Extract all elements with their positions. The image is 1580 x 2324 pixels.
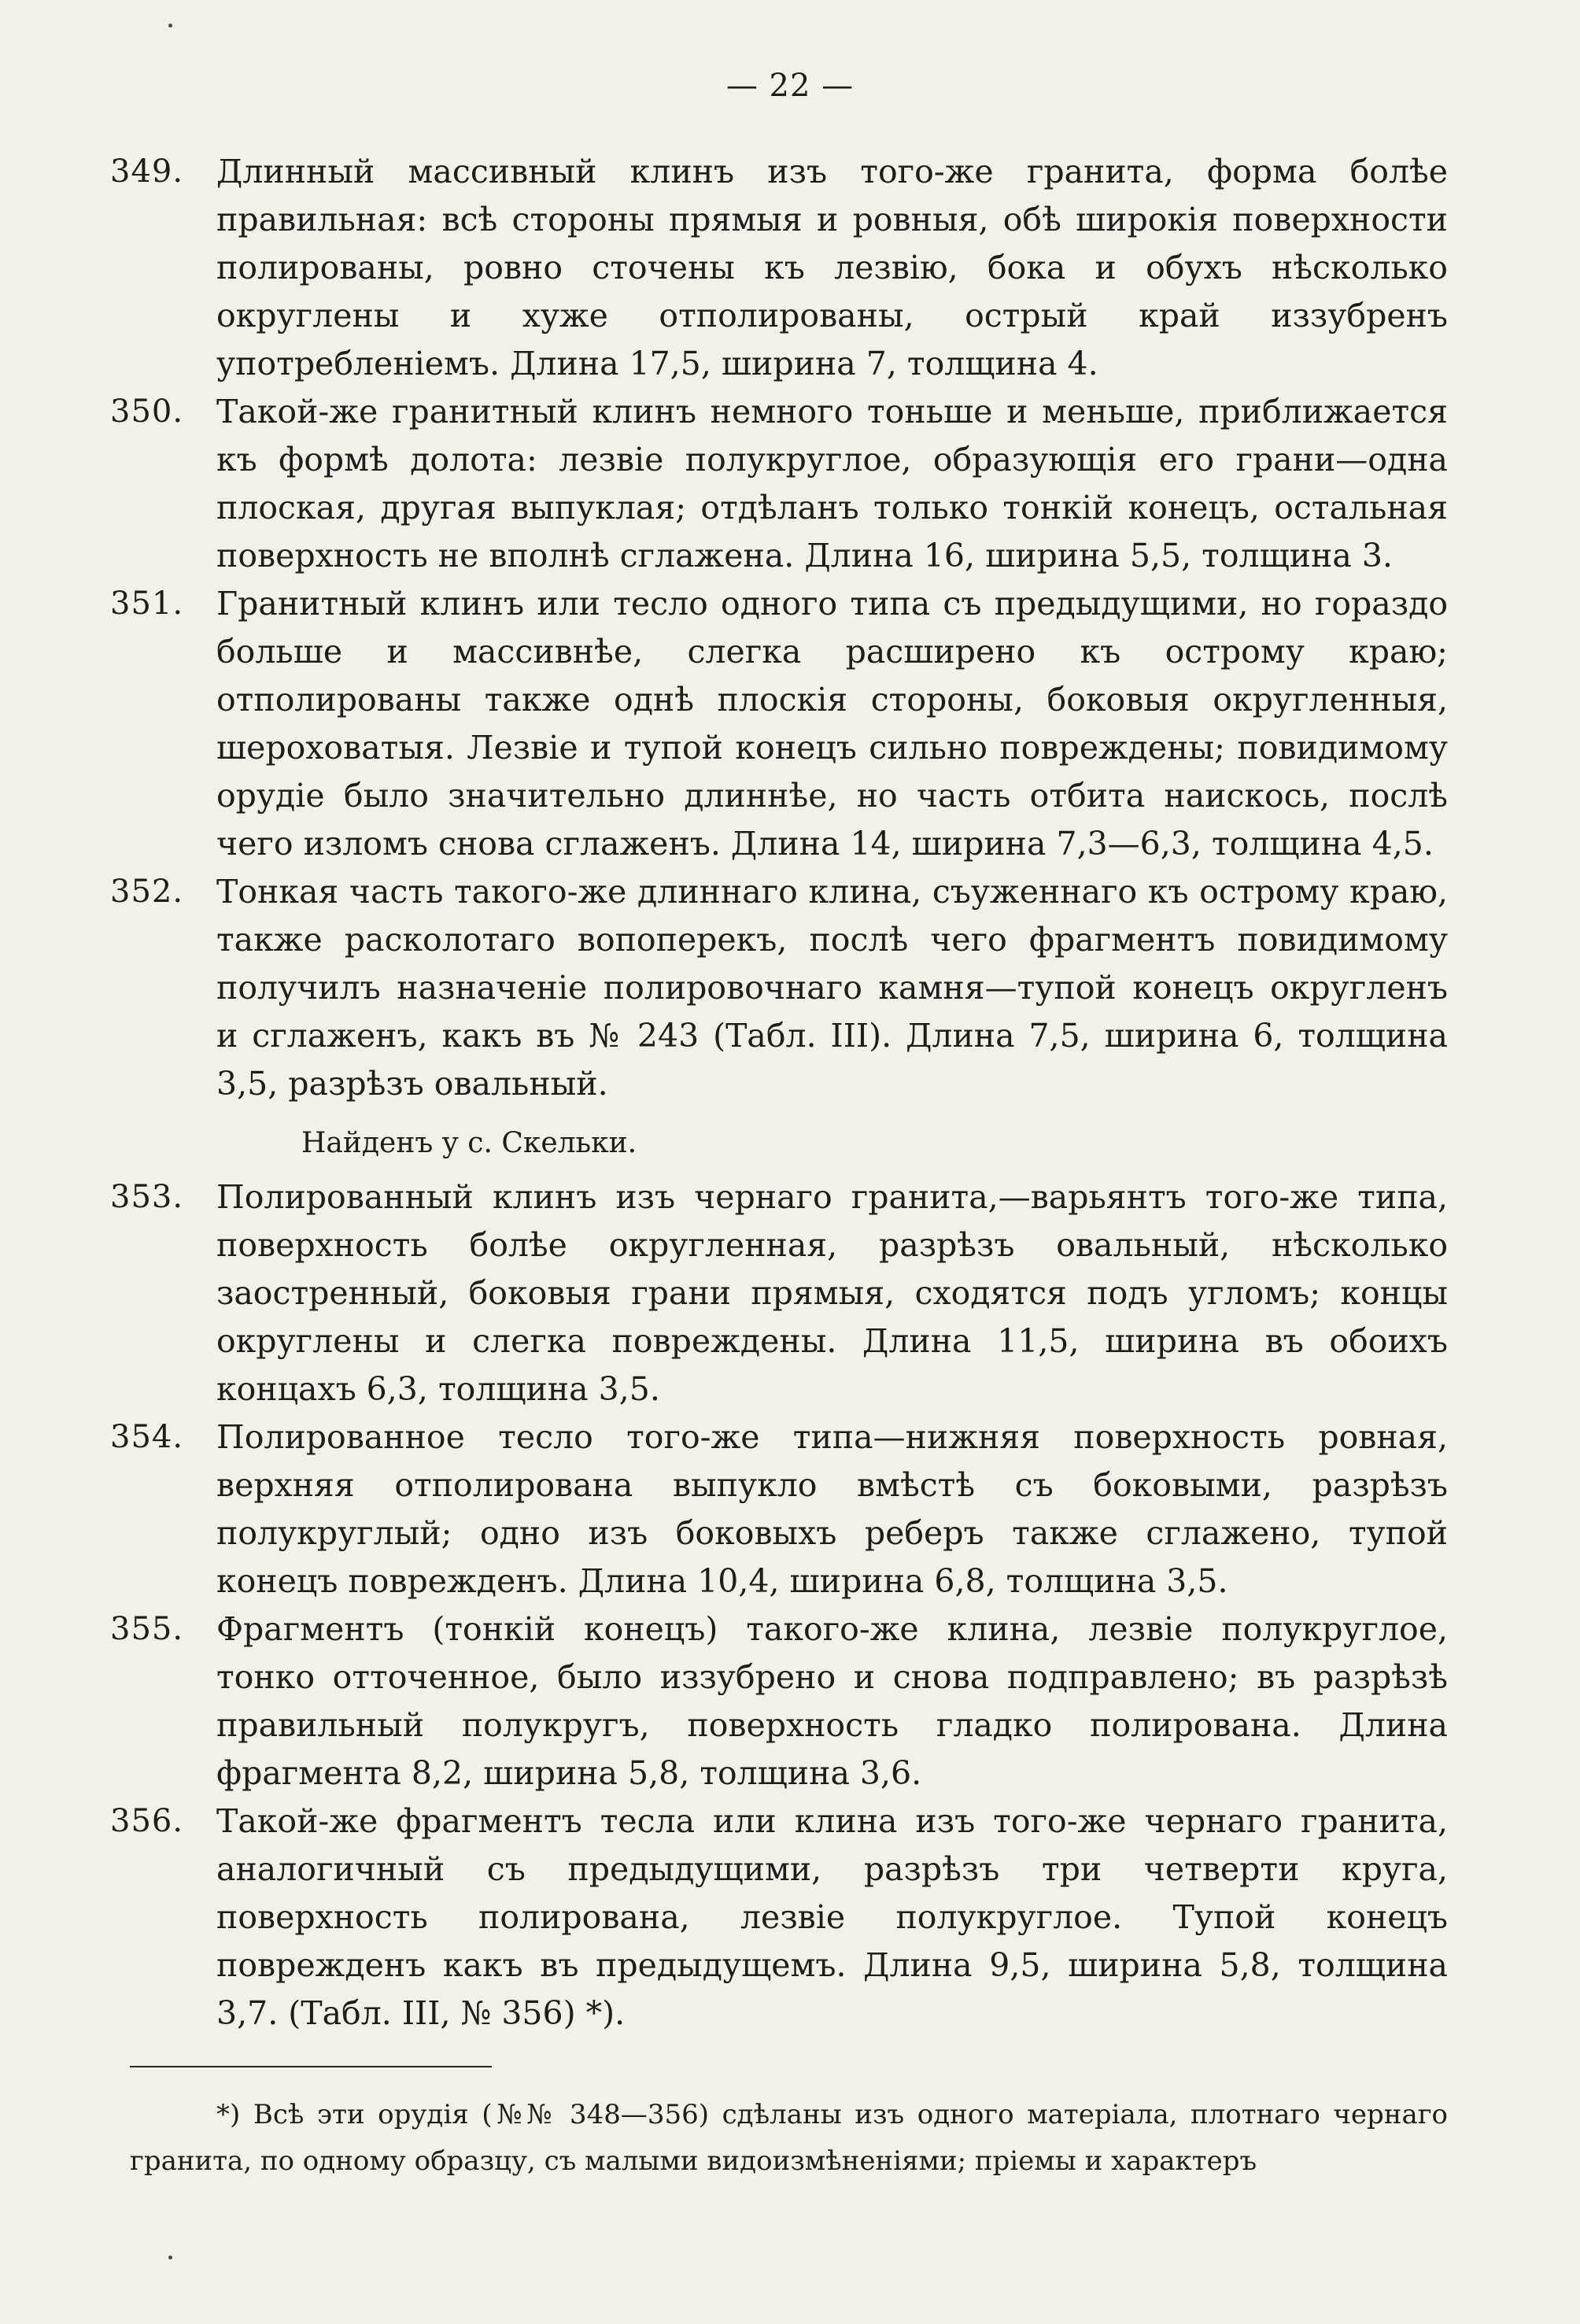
entry-text: Длинный массивный клинъ изъ того-же гранита, форма болѣе правильная: всѣ стороны прямыя и ровныя, обѣ широкія поверхности полированы, ровно сточены къ лезвію, бока и обухъ нѣсколько округлены и хуже отполированы, острый край иззубренъ употребленіемъ. Длина 17,5, ширина 7, толщина 4. [216, 153, 1448, 382]
entry-number: 351. [110, 586, 184, 622]
entry-number: 352. [110, 874, 184, 910]
ink-speck [168, 2256, 172, 2259]
entry-number: 355. [110, 1611, 184, 1647]
catalog-entry [110, 868, 1448, 1108]
catalog-entries [110, 148, 1448, 2038]
entry-number: 354. [110, 1419, 184, 1455]
entry-number: 353. [110, 1179, 184, 1215]
entry-text: Такой-же фрагментъ тесла или клина изъ того-же чернаго гранита, аналогичный съ предыдущими, разрѣзъ три четверти круга, поверхность полирована, лезвіе полукруглое. Тупой конецъ поврежденъ какъ въ предыдущемъ. Длина 9,5, ширина 5,8, толщина 3,7. (Табл. III, № 356) *). [216, 1802, 1448, 2032]
ink-speck [168, 24, 172, 28]
catalog-entry [110, 580, 1448, 868]
catalog-entry [110, 388, 1448, 580]
entry-text: Полированный клинъ изъ чернаго гранита,—варьянтъ того-же типа, поверхность болѣе округленная, разрѣзъ овальный, нѣсколько заостренный, боковыя грани прямыя, сходятся подъ угломъ; концы округлены и слегка повреждены. Длина 11,5, ширина въ обоихъ концахъ 6,3, толщина 3,5. [216, 1178, 1448, 1408]
entry-number: 350. [110, 393, 184, 430]
catalog-entry [110, 148, 1448, 388]
entry-text: Фрагментъ (тонкій конецъ) такого-же клина, лезвіе полукруглое, тонко отточенное, было иззубрено и снова подправлено; въ разрѣзѣ правильный полукругъ, поверхность гладко полирована. Длина фрагмента 8,2, ширина 5,8, толщина 3,6. [216, 1610, 1448, 1792]
entry-text: Гранитный клинъ или тесло одного типа съ предыдущими, но гораздо больше и массивнѣе, слегка расширено къ острому краю; отполированы также однѣ плоскія стороны, боковыя округленныя, шероховатыя. Лезвіе и тупой конецъ сильно повреждены; повидимому орудіе было значительно длиннѣе, но часть отбита наискось, послѣ чего изломъ снова сглаженъ. Длина 14, ширина 7,3—6,3, толщина 4,5. [216, 585, 1448, 863]
catalog-entry [110, 1605, 1448, 1797]
page-number: — 22 — [725, 68, 855, 104]
find-location-note: Найденъ у с. Скельки. [301, 1127, 637, 1159]
catalog-entry [110, 1413, 1448, 1605]
entry-text: Тонкая часть такого-же длиннаго клина, съуженнаго къ острому краю, также расколотаго вопоперекъ, послѣ чего фрагментъ повидимому получилъ назначеніе полировочнаго камня—тупой конецъ округленъ и сглаженъ, какъ въ № 243 (Табл. III). Длина 7,5, ширина 6, толщина 3,5, разрѣзъ овальный. [216, 873, 1448, 1103]
entry-text: Полированное тесло того-же типа—нижняя поверхность ровная, верхняя отполирована выпукло вмѣстѣ съ боковыми, разрѣзъ полукруглый; одно изъ боковыхъ реберъ также сглажено, тупой конецъ поврежденъ. Длина 10,4, ширина 6,8, толщина 3,5. [216, 1418, 1448, 1600]
catalog-entry [110, 1797, 1448, 2038]
entry-number: 349. [110, 153, 184, 190]
entry-number: 356. [110, 1803, 184, 1839]
entry-text: Такой-же гранитный клинъ немного тоньше и меньше, приближается къ формѣ долота: лезвіе полукруглое, образующія его грани—одна плоская, другая выпуклая; отдѣланъ только тонкій конецъ, остальная поверхность не вполнѣ сглажена. Длина 16, ширина 5,5, толщина 3. [216, 393, 1448, 575]
footnote-divider [130, 2066, 492, 2067]
catalog-entry [110, 1173, 1448, 1413]
footnote: *) Всѣ эти орудія (№№ 348—356) сдѣланы изъ одного матеріала, плотнаго чернаго гранита, по одному образцу, съ малыми видоизмѣненіями; пріемы и характеръ [130, 2099, 1448, 2177]
